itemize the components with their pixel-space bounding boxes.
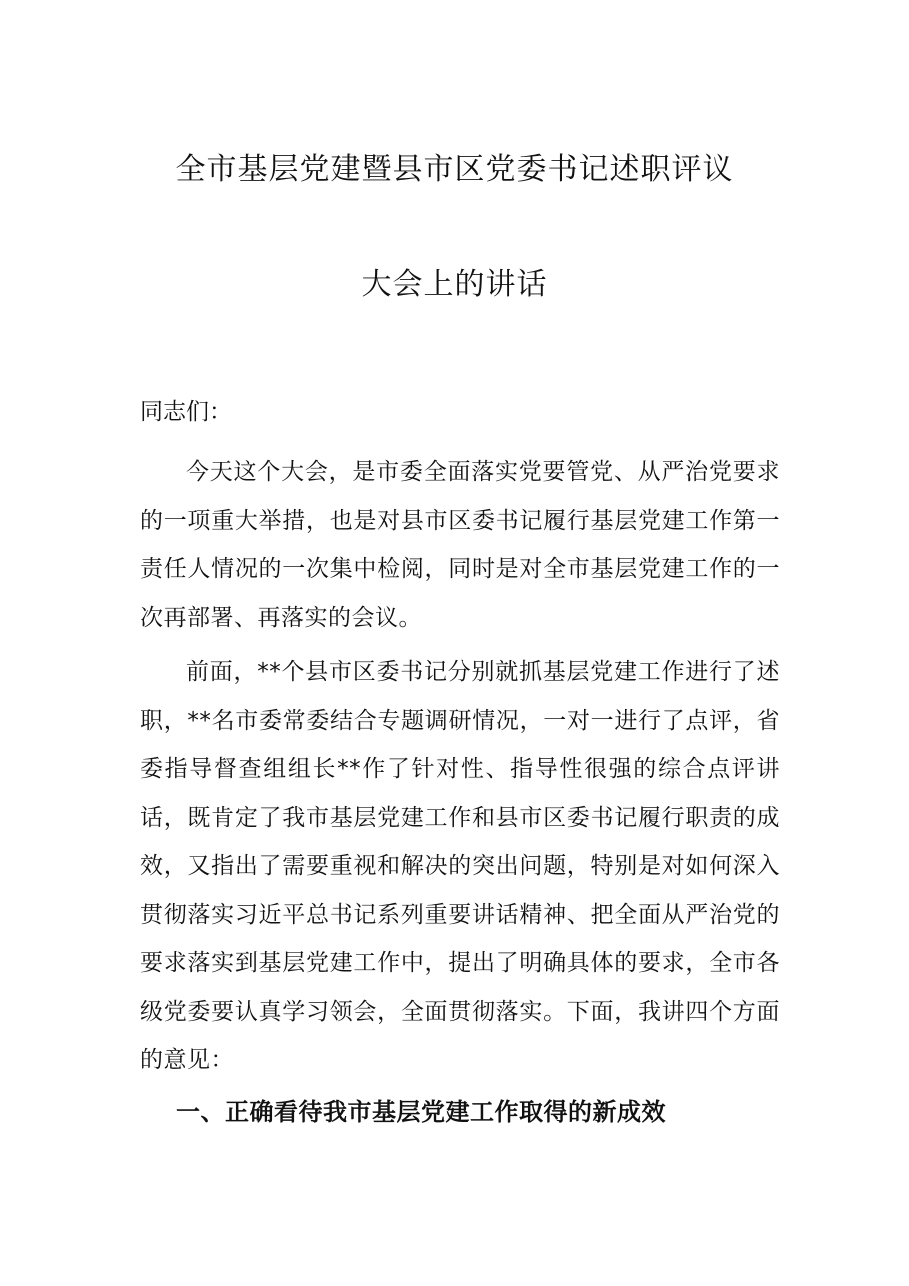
- document-title-line-1: 全市基层党建暨县市区党委书记述职评议: [175, 152, 734, 187]
- document-title-line-2: 大会上的讲话: [361, 267, 548, 302]
- section-heading-1: 一、正确看待我市基层党建工作取得的新成效: [176, 1098, 666, 1126]
- paragraph-2: 前面，**个县市区委书记分别就抓基层党建工作进行了述职，**名市委常委结合专题调研情况，一对一进行了点评，省委指导督查组组长**作了针对性、指导性很强的综合点评讲话，既肯定了我市基层党建工作和县市区委书记履行职责的成效，又指出了需要重视和解决的突出问题，特别是对如何深入贯彻落实习近平总书记系列重要讲话精神、把全面从严治党的要求落实到基层党建工作中，提出了明确具体的要求，全市各级党委要认真学习领会，全面贯彻落实。下面，我讲四个方面的意见：: [140, 659, 780, 1073]
- paragraph-1: 今天这个大会，是市委全面落实党要管党、从严治党要求的一项重大举措，也是对县市区委书记履行基层党建工作第一责任人情况的一次集中检阅，同时是对全市基层党建工作的一次再部署、再落实的会议。: [140, 459, 780, 631]
- salutation: 同志们：: [140, 399, 232, 425]
